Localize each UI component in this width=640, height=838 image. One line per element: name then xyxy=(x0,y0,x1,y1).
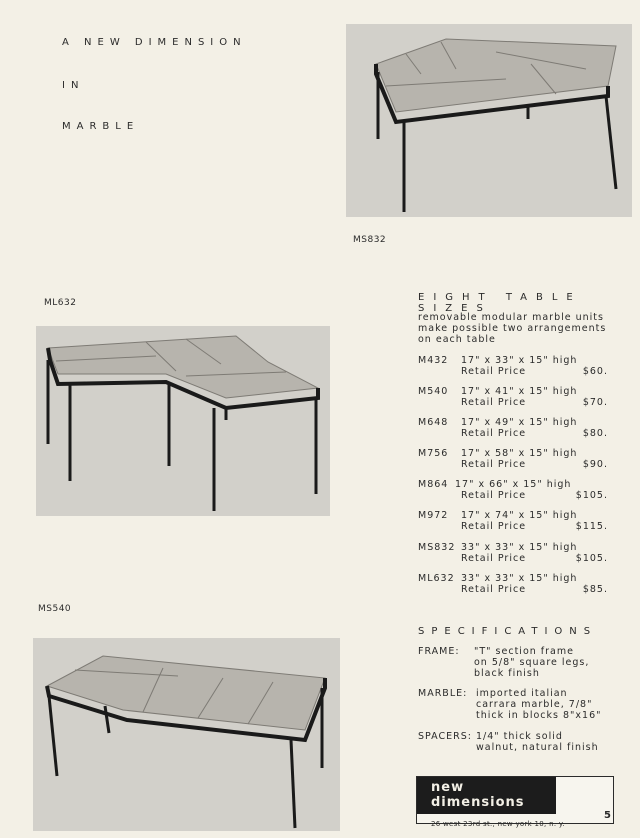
company-logo: new dimensions xyxy=(417,777,556,814)
size-price: $70. xyxy=(582,397,608,408)
spec-line: carrara marble, 7/8" xyxy=(476,699,593,710)
caption-ms832: MS832 xyxy=(353,235,387,245)
heading-line-2: IN xyxy=(62,80,85,91)
retail-price-label: Retail Price xyxy=(461,553,527,564)
spec-label: FRAME: xyxy=(418,646,460,657)
size-price: $90. xyxy=(582,459,608,470)
size-dims: 33" x 33" x 15" high xyxy=(461,542,578,553)
spec-line: black finish xyxy=(474,668,540,679)
retail-price-label: Retail Price xyxy=(461,584,527,595)
page-number: 5 xyxy=(604,810,611,821)
size-price: $60. xyxy=(582,366,608,377)
caption-ms540: MS540 xyxy=(38,604,72,614)
size-code: M648 xyxy=(418,417,449,428)
sizes-intro-line: removable modular marble units xyxy=(418,312,604,323)
size-price: $115. xyxy=(575,521,608,532)
size-dims: 17" x 66" x 15" high xyxy=(455,479,572,490)
size-code: M864 xyxy=(418,479,449,490)
retail-price-label: Retail Price xyxy=(461,490,527,501)
spec-label: SPACERS: xyxy=(418,731,472,742)
spec-line: 1/4" thick solid xyxy=(476,731,563,742)
company-logo-box xyxy=(416,776,614,828)
size-code: MS832 xyxy=(418,542,456,553)
spec-line: "T" section frame xyxy=(474,646,574,657)
caption-ml632: ML632 xyxy=(44,298,77,308)
retail-price-label: Retail Price xyxy=(461,397,527,408)
heading-line-1: A NEW DIMENSION xyxy=(62,37,247,48)
size-dims: 17" x 74" x 15" high xyxy=(461,510,578,521)
size-code: ML632 xyxy=(418,573,455,584)
size-dims: 17" x 41" x 15" high xyxy=(461,386,578,397)
photo-rect-table xyxy=(33,638,340,831)
spec-line: on 5/8" square legs, xyxy=(474,657,590,668)
sizes-intro-line: on each table xyxy=(418,334,496,345)
size-code: M972 xyxy=(418,510,449,521)
photo-square-table xyxy=(346,24,632,217)
sizes-intro-line: make possible two arrangements xyxy=(418,323,607,334)
sizes-title: EIGHT TABLE SIZES xyxy=(418,292,582,314)
specs-title: SPECIFICATIONS xyxy=(418,626,598,637)
retail-price-label: Retail Price xyxy=(461,366,527,377)
retail-price-label: Retail Price xyxy=(461,428,527,439)
size-price: $80. xyxy=(582,428,608,439)
size-code: M540 xyxy=(418,386,449,397)
sizes-table xyxy=(418,355,640,595)
size-price: $105. xyxy=(575,553,608,564)
photo-l-table xyxy=(36,326,330,516)
size-code: M756 xyxy=(418,448,449,459)
spec-line: thick in blocks 8"x16" xyxy=(476,710,602,721)
heading-line-3: MARBLE xyxy=(62,121,140,132)
size-price: $105. xyxy=(575,490,608,501)
company-address: 26 west 23rd st., new york 10, n. y. xyxy=(431,820,565,828)
size-code: M432 xyxy=(418,355,449,366)
retail-price-label: Retail Price xyxy=(461,521,527,532)
spec-line: imported italian xyxy=(476,688,568,699)
spec-label: MARBLE: xyxy=(418,688,468,699)
sizes-intro xyxy=(418,312,606,345)
size-dims: 17" x 58" x 15" high xyxy=(461,448,578,459)
size-dims: 17" x 33" x 15" high xyxy=(461,355,578,366)
size-price: $85. xyxy=(582,584,608,595)
specs-list xyxy=(418,646,638,761)
spec-line: walnut, natural finish xyxy=(476,742,599,753)
retail-price-label: Retail Price xyxy=(461,459,527,470)
size-dims: 17" x 49" x 15" high xyxy=(461,417,578,428)
size-dims: 33" x 33" x 15" high xyxy=(461,573,578,584)
